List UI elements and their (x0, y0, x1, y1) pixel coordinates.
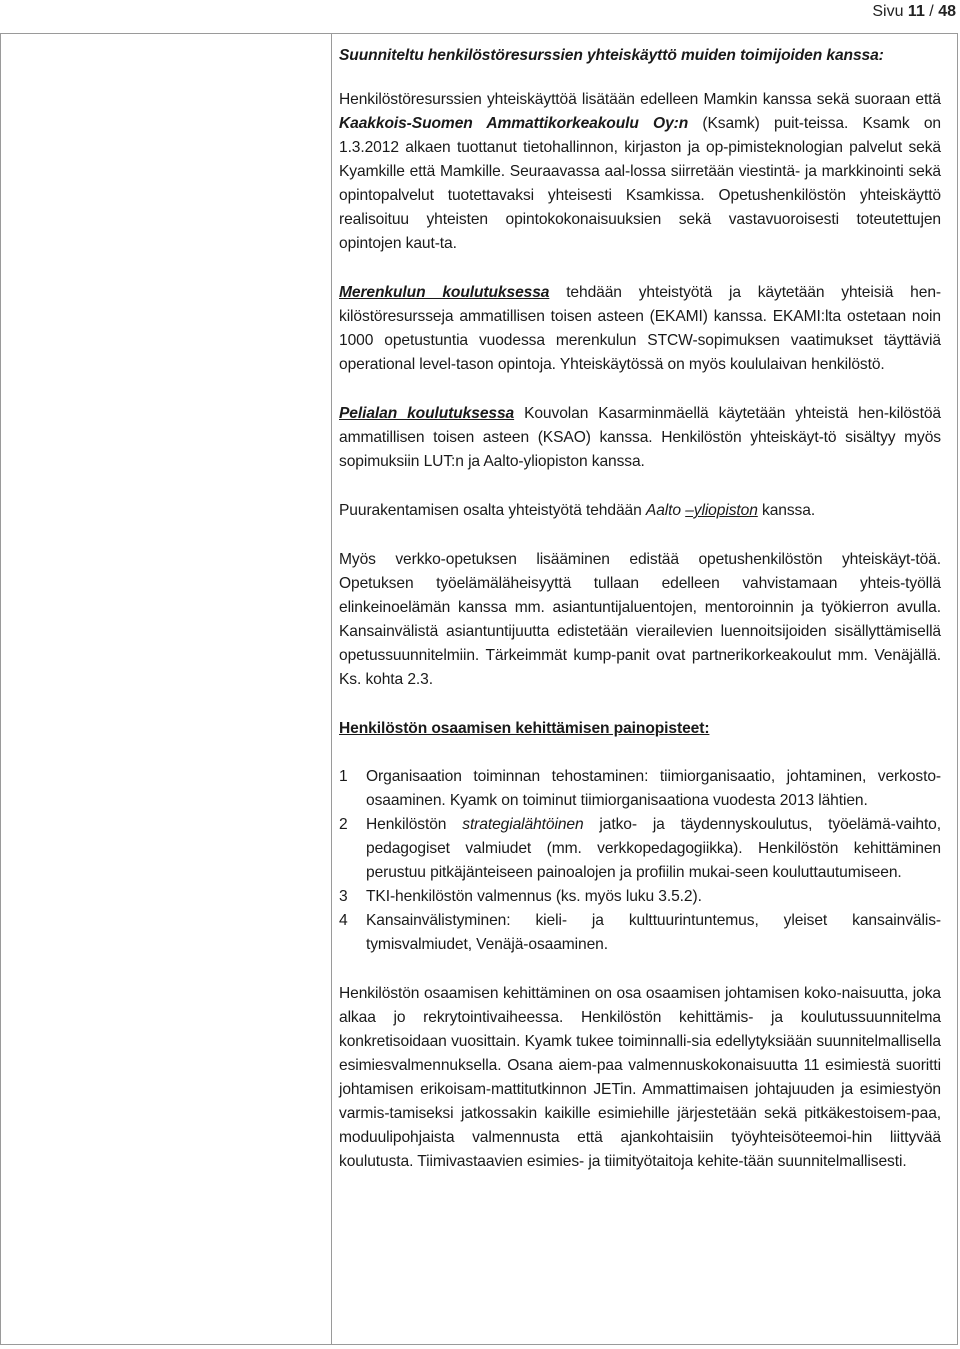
paragraph-wood-construction: Puurakentamisen osalta yhteistyötä tehdään Aalto –yliopiston kanssa. (339, 502, 816, 519)
document-body (339, 44, 941, 1199)
development-priorities-list (339, 765, 941, 957)
list-item: 4 Kansainvälistyminen: kieli- ja kulttuurintuntemus, yleiset kansainvälis-tymisvalmiudet, Venäjä-osaaminen. (339, 912, 941, 953)
section-heading-resource-sharing: Suunniteltu henkilöstöresurssien yhteiskäyttö muiden toimijoiden kanssa: (339, 47, 884, 64)
column-divider (331, 34, 332, 1344)
page-number (872, 3, 956, 21)
org-name: Kaakkois-Suomen Ammattikorkeakoulu Oy:n (339, 115, 689, 132)
paragraph-lead-maritime: Merenkulun koulutuksessa (339, 284, 550, 301)
page-total: 48 (938, 3, 956, 20)
paragraph-lead-gaming: Pelialan koulutuksessa (339, 405, 515, 422)
paragraph-online-teaching: Myös verkko-opetuksen lisääminen edistää opetushenkilöstön yhteiskäyt-töä. Opetuksen työelämäläheisyyttä tullaan edelleen vahvistamaan yhteis-työllä elinkeinoelämän kanssa mm. asiantuntijaluentojen, mentoroinnin ja työkierron avulla. Kansainvälistä asiantuntijuutta edistetään vierailevien luennoitsijoiden sisällyttämisellä opetussuunnitelmiin. Tärkeimmät kump-panit ovat partnerikorkeakoulut mm. Venäjällä. Ks. kohta 2.3. (339, 551, 941, 688)
section-heading-development: Henkilöstön osaamisen kehittämisen painopisteet: (339, 720, 710, 737)
list-item: 1 Organisaation toiminnan tehostaminen: tiimiorganisaatio, johtaminen, verkosto-osaaminen. Kyamk on toiminut tiimiorganisaationa vuodesta 2013 lähtien. (339, 768, 941, 809)
page-prefix: Sivu (872, 3, 904, 20)
paragraph-maritime: Merenkulun koulutuksessa tehdään yhteistyötä ja käytetään yhteisiä hen-kilöstöresursseja ammatillisen toisen asteen (EKAMI) kanssa. EKAMI:lta ostetaan noin 1000 opetustuntia vuodessa merenkulun STCW-sopimuksen vaatimukset täyttäviä operational level-tason opintoja. Yhteiskäytössä on myös koululaivan henkilöstö. (339, 284, 941, 373)
paragraph-gaming: Pelialan koulutuksessa Kouvolan Kasarminmäellä käytetään yhteistä hen-kilöstöä ammatillisen toisen asteen (KSAO) kanssa. Henkilöstön yhteiskäyt-tö sisältyy myös sopimuksiin LUT:n ja Aalto-yliopiston kanssa. (339, 405, 941, 470)
page-current: 11 (907, 3, 925, 20)
list-item: 2 Henkilöstön strategialähtöinen jatko- ja täydennyskoulutus, työelämä-vaihto, pedagogiset valmiudet (mm. verkkopedagogiikka). Henkilöstön kehittäminen perustuu pitkäjänteiseen painoalojen ja profiilin mukai-seen kouluttautumiseen. (339, 816, 941, 881)
paragraph-ksamk: Henkilöstöresurssien yhteiskäyttöä lisätään edelleen Mamkin kanssa sekä suoraan että Kaakkois-Suomen Ammattikorkeakoulu Oy:n (Ksamk) puit-teissa. Ksamk on 1.3.2012 alkaen tuottanut tietohallinnon, kirjaston ja op-pimisteknologian palvelut sekä Kyamkille että Mamkille. Seuraavassa aal-lossa siirretään viestintä- ja markkinointi sekä opintopalvelut tuotettavaksi yhteisesti Ksamkissa. Opetushenkilöstön yhteiskäyttö realisoituu yhteisten opintokokonaisuuksien sekä vastavuoroisesti toteutettujen opintojen kaut-ta. (339, 91, 941, 252)
list-item: 3 TKI-henkilöstön valmennus (ks. myös luku 3.5.2). (339, 888, 702, 905)
paragraph-closing: Henkilöstön osaamisen kehittäminen on osa osaamisen johtamisen koko-naisuutta, joka alkaa jo rekrytointivaiheessa. Henkilöstön kehittämis- ja koulutussuunnitelma konkretisoidaan vuosittain. Kyamk tukee toiminnalli-sia edellytyksiään suunnitelmallisella esimiesvalmennuksella. Osana aiem-paa valmennuskokonaisuutta 11 esimiestä suoritti johtamisen erikoisam-mattitutkinnon JETin. Ammattimaisen johtajuuden ja esimiestyön varmis-tamiseksi jatkossakin kaikille esimiehille järjestetään sekä pitkäkestoisem-paa, moduulipohjaista valmennusta että ajankohtaisiin työyhteisöteemoi-hin liittyvää koulutusta. Tiimivastaavien esimies- ja tiimityötaitoja kehite-tään suunnitelmallisesti. (339, 985, 941, 1170)
page-separator: / (929, 3, 934, 20)
